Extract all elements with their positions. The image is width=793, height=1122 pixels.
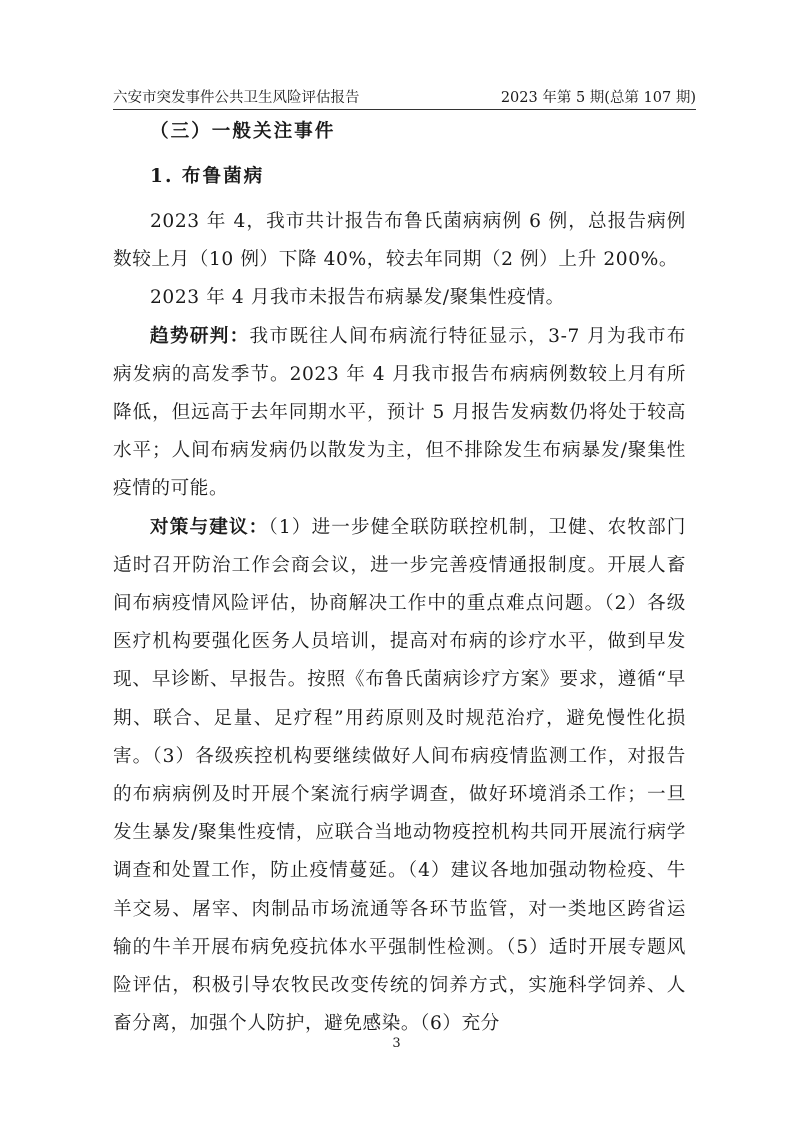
trend-analysis-text: 我市既往人间布病流行特征显示，3-7 月为我市布病发病的高发季节。2023 年 4 月我市报告布病病例数较上月有所降低，但远高于去年同期水平，预计 5 月报告发病数仍将处于较高水平；人间布病发病仍以散发为主，但不排除发生布病暴发/聚集性疫情的可能。	[113, 325, 686, 500]
paragraph-trend-analysis	[113, 318, 686, 509]
recommendations-text: （1）进一步健全联防联控机制，卫健、农牧部门适时召开防治工作会商会议，进一步完善疫情通报制度。开展人畜间布病疫情风险评估，协商解决工作中的重点难点问题。（2）各级医疗机构要强化医务人员培训，提高对布病的诊疗水平，做到早发现、早诊断、早报告。按照《布鲁氏菌病诊疗方案》要求，遵循“早期、联合、足量、足疗程”用药原则及时规范治疗，避免慢性化损害。（3）各级疾控机构要继续做好人间布病疫情监测工作，对报告的布病病例及时开展个案流行病学调查，做好环境消杀工作；一旦发生暴发/聚集性疫情，应联合当地动物疫控机构共同开展流行病学调查和处置工作，防止疫情蔓延。（4）建议各地加强动物检疫、牛羊交易、屠宰、肉制品市场流通等各环节监管，对一类地区跨省运输的牛羊开展布病免疫抗体水平强制性检测。（5）适时开展专题风险评估，积极引导农牧民改变传统的饲养方式，实施科学饲养、人畜分离，加强个人防护，避免感染。（6）充分	[113, 516, 686, 1035]
running-header	[113, 87, 696, 110]
paragraph-case-count: 2023 年 4，我市共计报告布鲁氏菌病病例 6 例，总报告病例数较上月（10 例）下降 40%，较去年同期（2 例）上升 200%。	[113, 211, 686, 271]
paragraph-recommendations	[113, 509, 686, 1044]
recommendations-label: 对策与建议：	[150, 516, 269, 538]
header-issue-number: 2023 年第 5 期(总第 107 期)	[500, 90, 696, 106]
subsection-title: 1. 布鲁菌病	[150, 166, 265, 187]
section-title: （三）一般关注事件	[150, 121, 336, 142]
trend-analysis-label: 趋势研判：	[150, 325, 250, 347]
paragraph-outbreak-status: 2023 年 4 月我市未报告布病暴发/聚集性疫情。	[150, 287, 565, 309]
header-report-title: 六安市突发事件公共卫生风险评估报告	[113, 90, 360, 106]
page-number: 3	[392, 1036, 401, 1051]
document-body	[113, 113, 686, 1043]
